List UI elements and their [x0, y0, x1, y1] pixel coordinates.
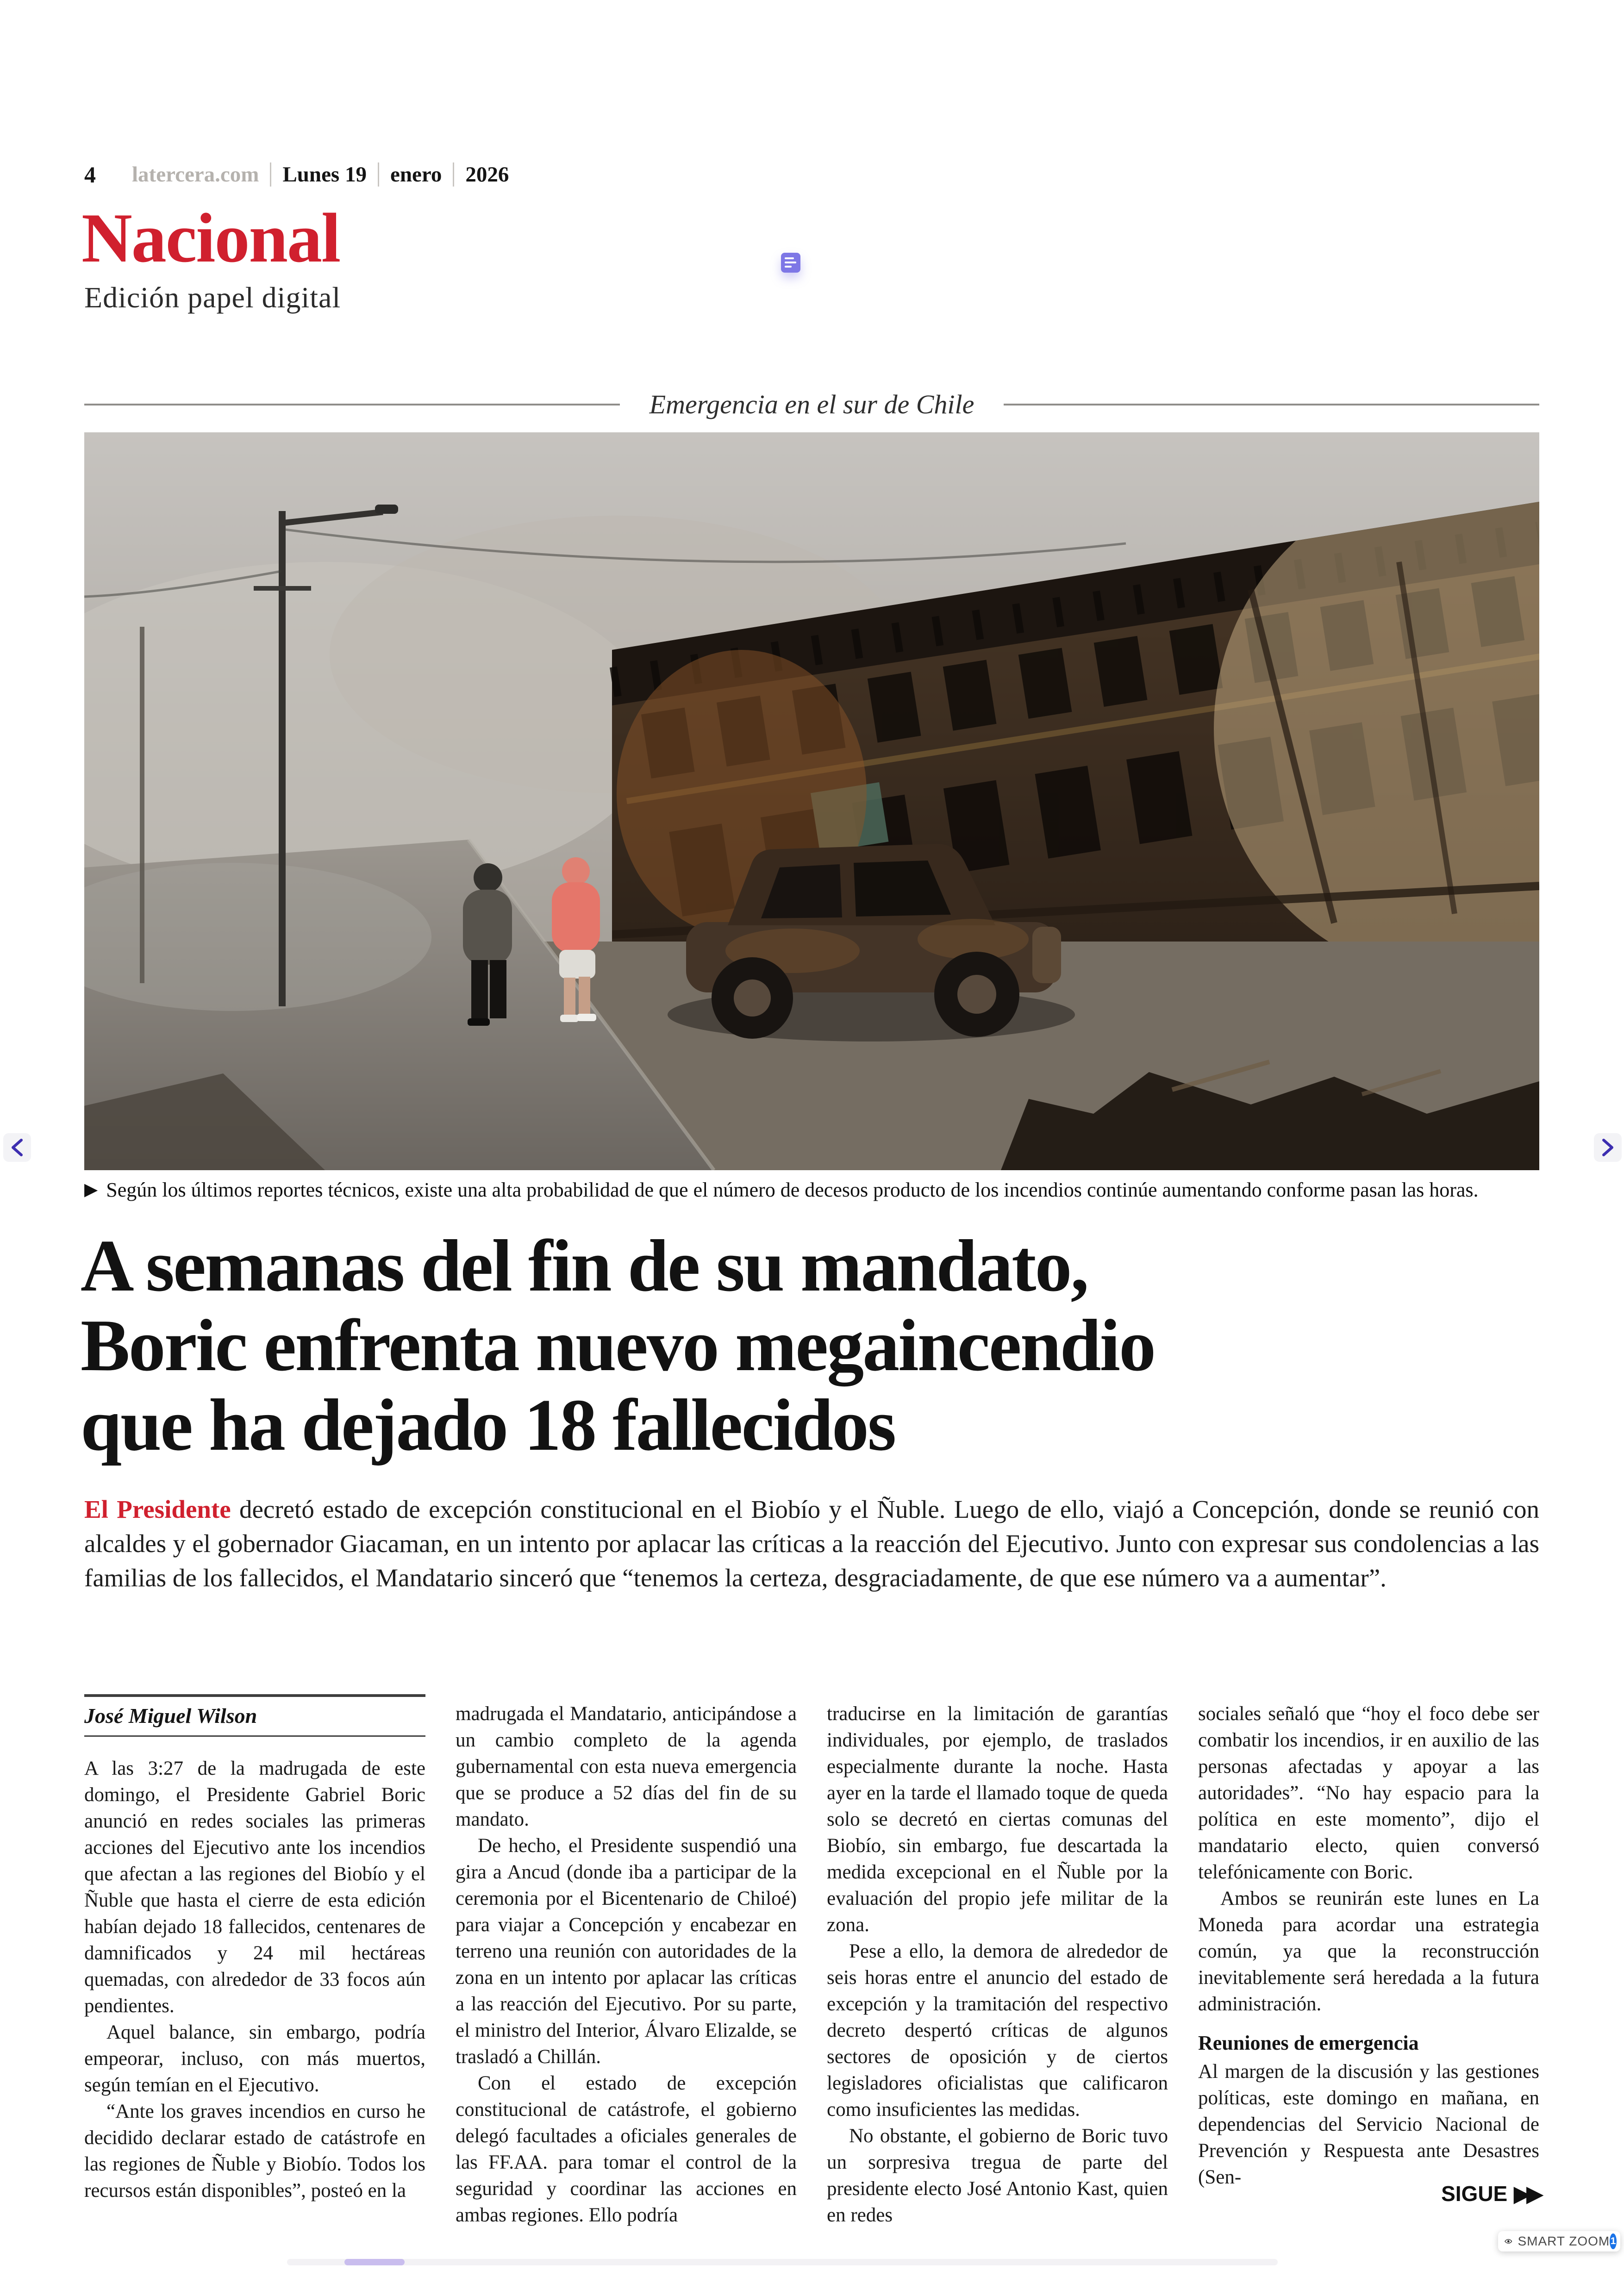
article-column-2: [456, 1694, 797, 2226]
masthead-divider: [270, 162, 271, 187]
article-paragraph: sociales señaló que “hoy el foco debe ser combatir los incendios, ir en auxilio de las personas afectadas y apoyar a las autoridades”. “No hay espacio para la política en este momento”, dijo el mandatario electo, quien conversó telefónicamente con Boric.: [1198, 1703, 1539, 1883]
lede-leadin: El Presidente: [84, 1495, 231, 1523]
chevron-right-icon: [1600, 1138, 1616, 1157]
article-paragraph: Ambos se reunirán este lunes en La Moneda para acordar una estrategia común, ya que la reconstrucción inevitablemente será heredada a la futura administración.: [1198, 1888, 1539, 2015]
article-column-3: [827, 1694, 1168, 2226]
note-line: [785, 266, 792, 268]
sigue-arrows-icon: ▶▶: [1514, 2182, 1539, 2206]
masthead-divider: [378, 162, 379, 187]
smart-zoom-badge: 1: [1610, 2233, 1617, 2249]
kicker-rule-left: [84, 404, 620, 405]
byline-block: [84, 1694, 425, 1737]
article-paragraph: Al margen de la discusión y las gestiones políticas, este domingo en mañana, en dependencias del Servicio Nacional de Prevención y Respuesta ante Desastres (Sen-: [1198, 2061, 1539, 2188]
continues-label: [1198, 2181, 1539, 2206]
headline-line: Boric enfrenta nuevo megaincendio: [81, 1304, 1155, 1386]
article-paragraph: madrugada el Mandatario, anticipándose a un cambio completo de la agenda gubernamental con esta nueva emergencia que se produce a 52 días del fin de su mandato.: [456, 1703, 797, 1830]
photo-caption: [84, 1178, 1539, 1202]
article-paragraph: Aquel balance, sin embargo, podría empeorar, incluso, con más muertos, según temían en el Ejecutivo.: [84, 2021, 425, 2096]
masthead-month: enero: [390, 162, 442, 187]
article-column-1: [84, 1694, 425, 2217]
byline-author: José Miguel Wilson: [84, 1704, 257, 1727]
article-paragraph: No obstante, el gobierno de Boric tuvo un sorpresiva tregua de parte del presidente electo José Antonio Kast, quien en redes: [827, 2125, 1168, 2226]
lede: [84, 1492, 1539, 1595]
masthead-divider: [453, 162, 454, 187]
note-line: [785, 257, 794, 259]
masthead-day: Lunes 19: [282, 162, 367, 187]
article-paragraph: De hecho, el Presidente suspendió una gira a Ancud (donde iba a participar de la ceremonia por el Bicentenario de Chiloé) para viajar a Concepción y encabezar en terreno una reunión con autoridades de la zona en un intento por aplacar las críticas a las reacción del Ejecutivo. Por su parte, el ministro del Interior, Álvaro Elizalde, se trasladó a Chillán.: [456, 1835, 797, 2068]
headline: [81, 1226, 1562, 1465]
scrollbar-thumb[interactable]: [344, 2259, 405, 2265]
caption-text: Según los últimos reportes técnicos, existe una alta probabilidad de que el número de decesos producto de los incendios continúe aumentando conforme pasan las horas.: [106, 1179, 1479, 1201]
eye-icon: [1505, 2235, 1512, 2247]
smart-zoom-button[interactable]: [1498, 2231, 1620, 2251]
headline-line: que ha dejado 18 fallecidos: [81, 1384, 895, 1466]
kicker-text: Emergencia en el sur de Chile: [649, 389, 974, 419]
article-subhead: Reuniones de emergencia: [1198, 2032, 1419, 2054]
burned-street-scene: [84, 432, 1539, 1170]
article-paragraph: A las 3:27 de la madrugada de este domingo, el Presidente Gabriel Boric anunció en redes sociales las primeras acciones del Ejecutivo ante los incendios que afectan a las regiones del Biobío y el Ñuble que hasta el cierre de esta edición habían dejado 18 fallecidos, centenares de damnificados y 24 mil hectáreas quemadas, con alrededor de 33 focos aún pendientes.: [84, 1758, 425, 2017]
news-photo: [84, 432, 1539, 1170]
annotation-note-icon[interactable]: [781, 253, 800, 273]
lede-text: decretó estado de excepción constitucional en el Biobío y el Ñuble. Luego de ello, viajó a Concepción, donde se reunió con alcaldes y el gobernador Giacaman, en un intento por aplacar las críticas a la reacción del Ejecutivo. Junto con expresar sus condolencias a las familias de los fallecidos, el Mandatario sinceró que “tenemos la certeza, desgraciadamente, de que ese número va a aumentar”.: [84, 1495, 1539, 1592]
site-name: latercera.com: [132, 162, 259, 187]
page-number: 4: [84, 162, 96, 187]
previous-page-button[interactable]: [3, 1133, 31, 1162]
headline-line: A semanas del fin de su mandato,: [81, 1224, 1088, 1307]
kicker-rule-right: [1004, 404, 1539, 405]
masthead-year: 2026: [465, 162, 509, 187]
sigue-text: SIGUE: [1441, 2182, 1508, 2206]
note-line: [785, 262, 796, 263]
article-column-4: [1198, 1694, 1539, 2217]
smart-zoom-label: SMART ZOOM: [1518, 2234, 1610, 2248]
section-subtitle: Edición papel digital: [84, 281, 341, 314]
article-paragraph: traducirse en la limitación de garantías individuales, por ejemplo, de traslados especialmente durante la noche. Hasta ayer en la tarde el llamado toque de queda solo se decretó en ciertas comunas del Biobío, sin embargo, fue descartada la medida excepcional en el Ñuble por la evaluación del propio jefe militar de la zona.: [827, 1703, 1168, 1936]
section-title: Nacional: [81, 199, 340, 277]
next-page-button[interactable]: [1594, 1133, 1622, 1162]
article-paragraph: “Ante los graves incendios en curso he decidido declarar estado de catástrofe en las regiones de Ñuble y Biobío. Todos los recursos están disponibles”, posteó en la: [84, 2101, 425, 2201]
kicker: [84, 389, 1539, 420]
horizontal-scrollbar[interactable]: [287, 2259, 1278, 2265]
chevron-left-icon: [9, 1138, 25, 1157]
article-paragraph: Con el estado de excepción constitucional de catástrofe, el gobierno delegó facultades a oficiales generales de las FF.AA. para tomar el control de la seguridad y coordinar las acciones en ambas regiones. Ello podría: [456, 2072, 797, 2226]
article-paragraph: Pese a ello, la demora de alrededor de seis horas entre el anuncio del estado de excepción y la tramitación del respectivo decreto despertó críticas de algunos sectores de oposición y de ciertos legisladores oficialistas que calificaron como insuficientes las medidas.: [827, 1940, 1168, 2120]
caption-marker-icon: ▶: [84, 1180, 98, 1199]
masthead: [84, 161, 509, 188]
